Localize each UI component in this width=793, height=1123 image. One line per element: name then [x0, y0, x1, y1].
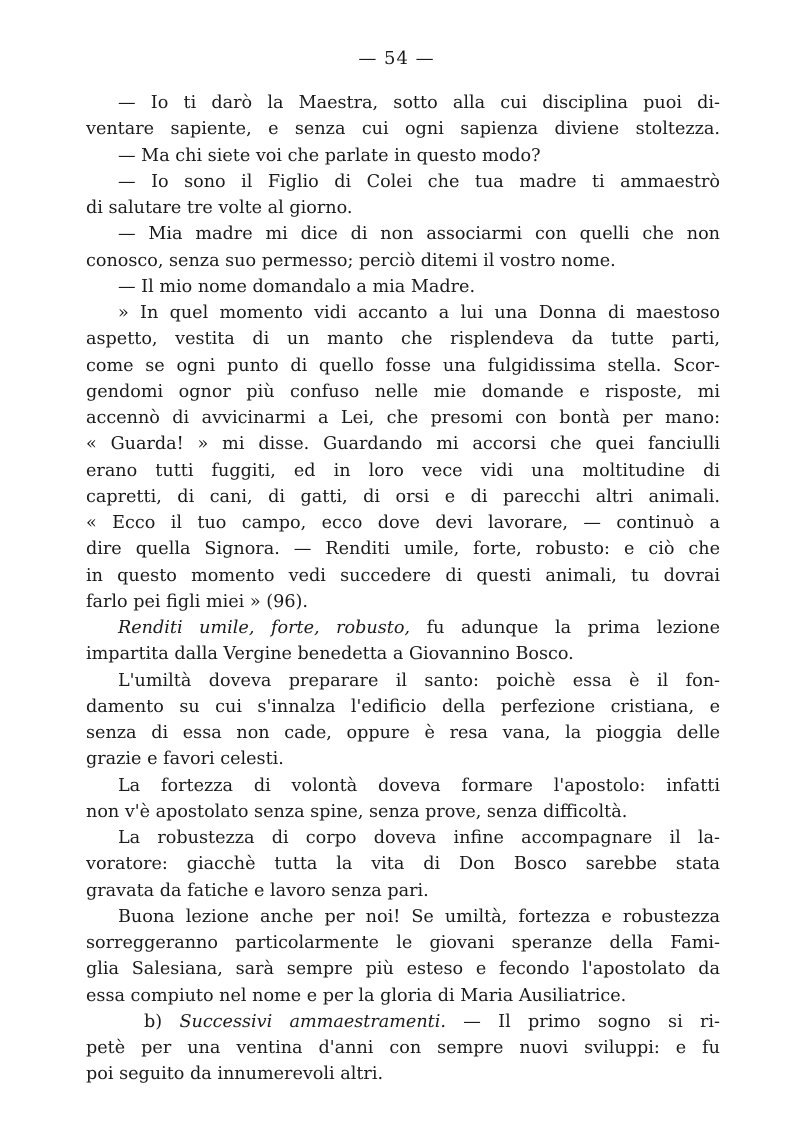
text-line: senza di essa non cade, oppure è resa vana, la pioggia delle [86, 723, 720, 743]
text-line: grazie e favori celesti. [86, 749, 284, 770]
text-line: impartita dalla Vergine benedetta a Giovannino Bosco. [86, 644, 574, 665]
body-text [86, 90, 720, 1088]
text-line: Buona lezione anche per noi! Se umiltà, fortezza e robustezza [118, 906, 720, 927]
page-number: — 54 — [358, 48, 435, 69]
text-line: damento su cui s'innalza l'edificio della perfezione cristiana, e [86, 696, 720, 717]
text-line: aspetto, vestita di un manto che risplendeva da tutte parti, [86, 329, 720, 350]
text-line: « Guarda! » mi disse. Guardando mi accorsi che quei fanciulli [86, 434, 720, 455]
text-line: — Il mio nome domandalo a mia Madre. [118, 276, 476, 297]
text-line: La robustezza di corpo doveva infine accompagnare il la- [118, 828, 720, 848]
text-line: come se ogni punto di quello fosse una fulgidissima stella. Scor- [86, 355, 720, 376]
text-line: accennò di avvicinarmi a Lei, che presomi con bontà per mano: [86, 408, 720, 428]
text-line: — Ma chi siete voi che parlate in questo modo? [118, 145, 541, 166]
text-line: sorreggeranno particolarmente le giovani speranze della Fami- [86, 933, 720, 953]
text-line: capretti, di cani, di gatti, di orsi e di parecchi altri animali. [86, 486, 720, 507]
italic-phrase: Renditi umile, forte, robusto, [118, 618, 411, 638]
text-line: non v'è apostolato senza spine, senza prove, senza difficoltà. [86, 801, 628, 822]
line-continuation: fu adunque la prima lezione [410, 618, 720, 638]
text-line: « Ecco il tuo campo, ecco dove devi lavorare, — continuò a [86, 513, 720, 533]
text-line: dire quella Signora. — Renditi umile, forte, robusto: e ciò che [86, 539, 720, 560]
text-line: ventare sapiente, e senza cui ogni sapienza diviene stoltezza. [86, 119, 720, 140]
text-line: glia Salesiana, sarà sempre più esteso e fecondo l'apostolato da [86, 959, 720, 980]
text-line: gravata da fatiche e lavoro senza pari. [86, 880, 429, 901]
text-line: essa compiuto nel nome e per la gloria di Maria Ausiliatrice. [86, 985, 627, 1006]
list-marker: b) [144, 1011, 180, 1032]
text-line: voratore: giacchè tutta la vita di Don Bosco sarebbe stata [86, 854, 720, 875]
text-line: petè per una ventina d'anni con sempre nuovi sviluppi: e fu [86, 1038, 720, 1058]
text-line [86, 615, 720, 641]
text-line: — Mia madre mi dice di non associarmi con quelli che non [118, 224, 720, 245]
text-line: erano tutti fuggiti, ed in loro vece vidi una moltitudine di [86, 460, 720, 481]
text-line: poi seguito da innumerevoli altri. [86, 1064, 384, 1085]
line-continuation: — Il primo sogno si ri- [445, 1011, 720, 1032]
text-line: — Io ti darò la Maestra, sotto alla cui disciplina puoi di- [118, 93, 720, 113]
text-line: La fortezza di volontà doveva formare l'apostolo: infatti [118, 775, 720, 796]
text-line: — Io sono il Figlio di Colei che tua madre ti ammaestrò [118, 171, 720, 192]
text-line: gendomi ognor più confuso nelle mie domande e risposte, mi [86, 381, 720, 402]
text-line: conosco, senza suo permesso; perciò ditemi il vostro nome. [86, 250, 616, 271]
text-line: di salutare tre volte al giorno. [86, 198, 353, 218]
text-line [86, 1009, 720, 1035]
italic-phrase: Successivi ammaestramenti. [179, 1011, 446, 1032]
text-line: in questo momento vedi succedere di questi animali, tu dovrai [86, 565, 720, 586]
text-line: L'umiltà doveva preparare il santo: poichè essa è il fon- [118, 670, 720, 691]
text-line: farlo pei figli miei » (96). [86, 591, 308, 612]
text-line: » In quel momento vidi accanto a lui una Donna di maestoso [118, 303, 720, 323]
